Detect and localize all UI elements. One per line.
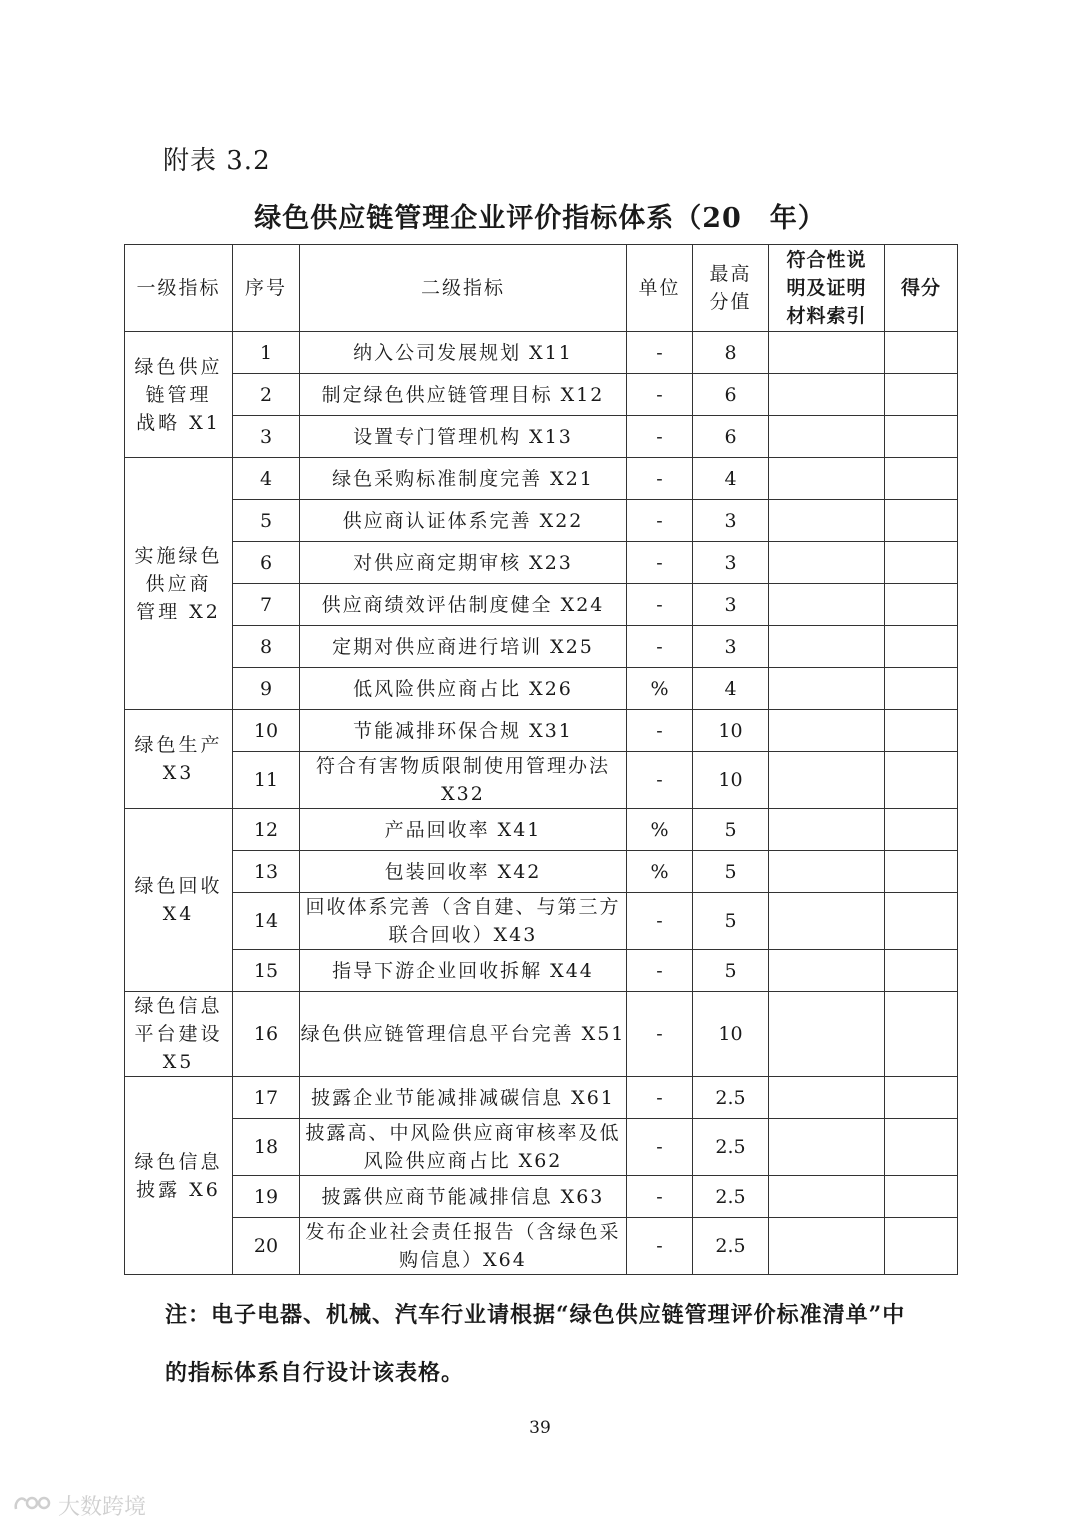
max-score-cell: 10: [693, 992, 769, 1077]
table-row: [125, 710, 958, 752]
indicator-cell: 供应商认证体系完善 X22: [300, 500, 627, 542]
unit-cell: -: [627, 542, 693, 584]
evidence-cell[interactable]: [769, 950, 885, 992]
evidence-cell[interactable]: [769, 1176, 885, 1218]
table-row: [125, 851, 958, 893]
max-score-cell: 3: [693, 626, 769, 668]
table-row: [125, 950, 958, 992]
group-label-line: 披露 X6: [136, 1178, 221, 1201]
unit-cell: -: [627, 1176, 693, 1218]
indicator-cell: 绿色采购标准制度完善 X21: [300, 458, 627, 500]
score-cell[interactable]: [885, 626, 958, 668]
seq-cell: 8: [233, 626, 300, 668]
table-row: [125, 1077, 958, 1119]
evidence-cell[interactable]: [769, 668, 885, 710]
table-row: [125, 458, 958, 500]
seq-cell: 14: [233, 893, 300, 950]
evidence-cell[interactable]: [769, 1077, 885, 1119]
max-score-cell: 2.5: [693, 1218, 769, 1275]
score-cell[interactable]: [885, 1119, 958, 1176]
max-score-cell: 2.5: [693, 1077, 769, 1119]
indicator-cell: 纳入公司发展规划 X11: [300, 332, 627, 374]
indicator-cell: 披露供应商节能减排信息 X63: [300, 1176, 627, 1218]
evidence-cell[interactable]: [769, 332, 885, 374]
table-footnote: 注：电子电器、机械、汽车行业请根据“绿色供应链管理评价标准清单”中的指标体系自行设计该表格。: [165, 1302, 906, 1386]
indicator-cell: 产品回收率 X41: [300, 809, 627, 851]
seq-cell: 7: [233, 584, 300, 626]
evidence-cell[interactable]: [769, 626, 885, 668]
score-cell[interactable]: [885, 458, 958, 500]
header-max-score-line2: 分值: [709, 291, 752, 313]
evidence-cell[interactable]: [769, 710, 885, 752]
score-cell[interactable]: [885, 893, 958, 950]
evaluation-index-table: [124, 244, 958, 1275]
seq-cell: 5: [233, 500, 300, 542]
seq-cell: 1: [233, 332, 300, 374]
seq-cell: 10: [233, 710, 300, 752]
indicator-cell: 指导下游企业回收拆解 X44: [300, 950, 627, 992]
table-title: 绿色供应链管理企业评价指标体系（20 年）: [254, 203, 826, 234]
unit-cell: -: [627, 416, 693, 458]
score-cell[interactable]: [885, 332, 958, 374]
max-score-cell: 6: [693, 374, 769, 416]
group-label-line: 管理 X2: [136, 600, 221, 623]
unit-cell: -: [627, 1218, 693, 1275]
max-score-cell: 5: [693, 950, 769, 992]
seq-cell: 16: [233, 992, 300, 1077]
seq-cell: 13: [233, 851, 300, 893]
seq-cell: 20: [233, 1218, 300, 1275]
group-cell-x6: [125, 1077, 233, 1275]
table-row: [125, 542, 958, 584]
max-score-cell: 5: [693, 893, 769, 950]
seq-cell: 17: [233, 1077, 300, 1119]
table-row: [125, 752, 958, 809]
watermark-text: 大数跨境: [58, 1495, 147, 1520]
table-row: [125, 416, 958, 458]
max-score-cell: 3: [693, 542, 769, 584]
unit-cell: -: [627, 500, 693, 542]
evidence-cell[interactable]: [769, 542, 885, 584]
indicator-cell: 制定绿色供应链管理目标 X12: [300, 374, 627, 416]
seq-cell: 6: [233, 542, 300, 584]
score-cell[interactable]: [885, 752, 958, 809]
seq-cell: 11: [233, 752, 300, 809]
table-row: [125, 626, 958, 668]
max-score-cell: 4: [693, 458, 769, 500]
table-row: [125, 893, 958, 950]
table-row: [125, 668, 958, 710]
evidence-cell[interactable]: [769, 992, 885, 1077]
group-label-line: 链管理: [145, 383, 212, 406]
unit-cell: -: [627, 626, 693, 668]
table-row: [125, 1218, 958, 1275]
max-score-cell: 3: [693, 500, 769, 542]
evidence-cell[interactable]: [769, 584, 885, 626]
table-row: [125, 374, 958, 416]
unit-cell: -: [627, 710, 693, 752]
table-row: [125, 332, 958, 374]
evidence-cell[interactable]: [769, 893, 885, 950]
score-cell[interactable]: [885, 668, 958, 710]
max-score-cell: 6: [693, 416, 769, 458]
group-label-line: 绿色回收: [134, 875, 223, 897]
indicator-cell: 披露高、中风险供应商审核率及低风险供应商占比 X62: [300, 1119, 627, 1176]
header-seq: 序号: [233, 245, 300, 332]
score-cell[interactable]: [885, 500, 958, 542]
indicator-cell: 节能减排环保合规 X31: [300, 710, 627, 752]
indicator-cell: 设置专门管理机构 X13: [300, 416, 627, 458]
table-row: [125, 992, 958, 1077]
seq-cell: 12: [233, 809, 300, 851]
score-cell[interactable]: [885, 416, 958, 458]
group-label-line: X3: [162, 762, 195, 784]
unit-cell: -: [627, 893, 693, 950]
indicator-cell: 披露企业节能减排减碳信息 X61: [300, 1077, 627, 1119]
header-evidence-line3: 材料索引: [786, 305, 867, 327]
page-number: 39: [529, 1418, 551, 1438]
table-row: [125, 1119, 958, 1176]
unit-cell: -: [627, 752, 693, 809]
group-cell-x5: [125, 992, 233, 1077]
unit-cell: -: [627, 992, 693, 1077]
evidence-cell[interactable]: [769, 752, 885, 809]
unit-cell: -: [627, 950, 693, 992]
score-cell[interactable]: [885, 992, 958, 1077]
group-cell-x3: [125, 710, 233, 809]
evidence-cell[interactable]: [769, 851, 885, 893]
header-row: [125, 245, 958, 332]
group-label-line: X5: [162, 1051, 195, 1073]
header-evidence-line2: 明及证明: [786, 277, 867, 299]
table-row: [125, 500, 958, 542]
evidence-cell[interactable]: [769, 500, 885, 542]
max-score-cell: 8: [693, 332, 769, 374]
indicator-cell: 定期对供应商进行培训 X25: [300, 626, 627, 668]
unit-cell: -: [627, 458, 693, 500]
header-max-score-line1: 最高: [709, 263, 752, 285]
table-row: [125, 809, 958, 851]
group-label-line: 绿色生产: [134, 734, 223, 756]
unit-cell: %: [627, 851, 693, 893]
seq-cell: 19: [233, 1176, 300, 1218]
group-label-line: 绿色信息: [134, 1150, 223, 1173]
unit-cell: -: [627, 374, 693, 416]
indicator-cell: 对供应商定期审核 X23: [300, 542, 627, 584]
evidence-cell[interactable]: [769, 458, 885, 500]
header-unit: 单位: [627, 245, 693, 332]
header-evidence-line1: 符合性说: [786, 249, 867, 271]
evidence-cell[interactable]: [769, 374, 885, 416]
table-row: [125, 584, 958, 626]
indicator-cell: 回收体系完善（含自建、与第三方联合回收）X43: [300, 893, 627, 950]
seq-cell: 2: [233, 374, 300, 416]
group-label-line: 平台建设: [134, 1023, 223, 1045]
header-level1: 一级指标: [125, 245, 233, 332]
header-evidence: [769, 245, 885, 332]
max-score-cell: 4: [693, 668, 769, 710]
score-cell[interactable]: [885, 374, 958, 416]
score-cell[interactable]: [885, 1176, 958, 1218]
evidence-cell[interactable]: [769, 416, 885, 458]
group-label-line: X4: [162, 903, 195, 925]
score-cell[interactable]: [885, 584, 958, 626]
score-cell[interactable]: [885, 950, 958, 992]
group-label-line: 战略 X1: [136, 411, 221, 434]
score-cell[interactable]: [885, 542, 958, 584]
evidence-cell[interactable]: [769, 809, 885, 851]
group-cell-x2: [125, 458, 233, 710]
seq-cell: 18: [233, 1119, 300, 1176]
indicator-cell: 供应商绩效评估制度健全 X24: [300, 584, 627, 626]
unit-cell: -: [627, 584, 693, 626]
group-cell-x1: [125, 332, 233, 458]
indicator-cell: 包装回收率 X42: [300, 851, 627, 893]
indicator-cell: 绿色供应链管理信息平台完善 X51: [300, 992, 627, 1077]
seq-cell: 9: [233, 668, 300, 710]
score-cell[interactable]: [885, 1218, 958, 1275]
evidence-cell[interactable]: [769, 1218, 885, 1275]
indicator-cell: 低风险供应商占比 X26: [300, 668, 627, 710]
group-label-line: 实施绿色: [134, 544, 223, 567]
header-max-score: [693, 245, 769, 332]
unit-cell: %: [627, 668, 693, 710]
group-label-line: 绿色供应: [134, 355, 223, 378]
seq-cell: 3: [233, 416, 300, 458]
unit-cell: %: [627, 809, 693, 851]
max-score-cell: 10: [693, 710, 769, 752]
score-cell[interactable]: [885, 1077, 958, 1119]
header-score: 得分: [885, 245, 958, 332]
group-cell-x4: [125, 809, 233, 992]
seq-cell: 15: [233, 950, 300, 992]
unit-cell: -: [627, 1077, 693, 1119]
score-cell[interactable]: [885, 851, 958, 893]
indicator-cell: 符合有害物质限制使用管理办法 X32: [300, 752, 627, 809]
table-row: [125, 1176, 958, 1218]
max-score-cell: 3: [693, 584, 769, 626]
group-label-line: 供应商: [145, 572, 212, 595]
max-score-cell: 10: [693, 752, 769, 809]
indicator-cell: 发布企业社会责任报告（含绿色采购信息）X64: [300, 1218, 627, 1275]
group-label-line: 绿色信息: [134, 995, 223, 1017]
unit-cell: -: [627, 1119, 693, 1176]
seq-cell: 4: [233, 458, 300, 500]
max-score-cell: 5: [693, 851, 769, 893]
brand-logo-icon: [12, 1491, 52, 1521]
watermark: [12, 1490, 146, 1521]
appendix-label: 附表 3.2: [163, 146, 271, 176]
max-score-cell: 2.5: [693, 1119, 769, 1176]
score-cell[interactable]: [885, 809, 958, 851]
score-cell[interactable]: [885, 710, 958, 752]
max-score-cell: 5: [693, 809, 769, 851]
header-level2: 二级指标: [300, 245, 627, 332]
max-score-cell: 2.5: [693, 1176, 769, 1218]
evidence-cell[interactable]: [769, 1119, 885, 1176]
unit-cell: -: [627, 332, 693, 374]
